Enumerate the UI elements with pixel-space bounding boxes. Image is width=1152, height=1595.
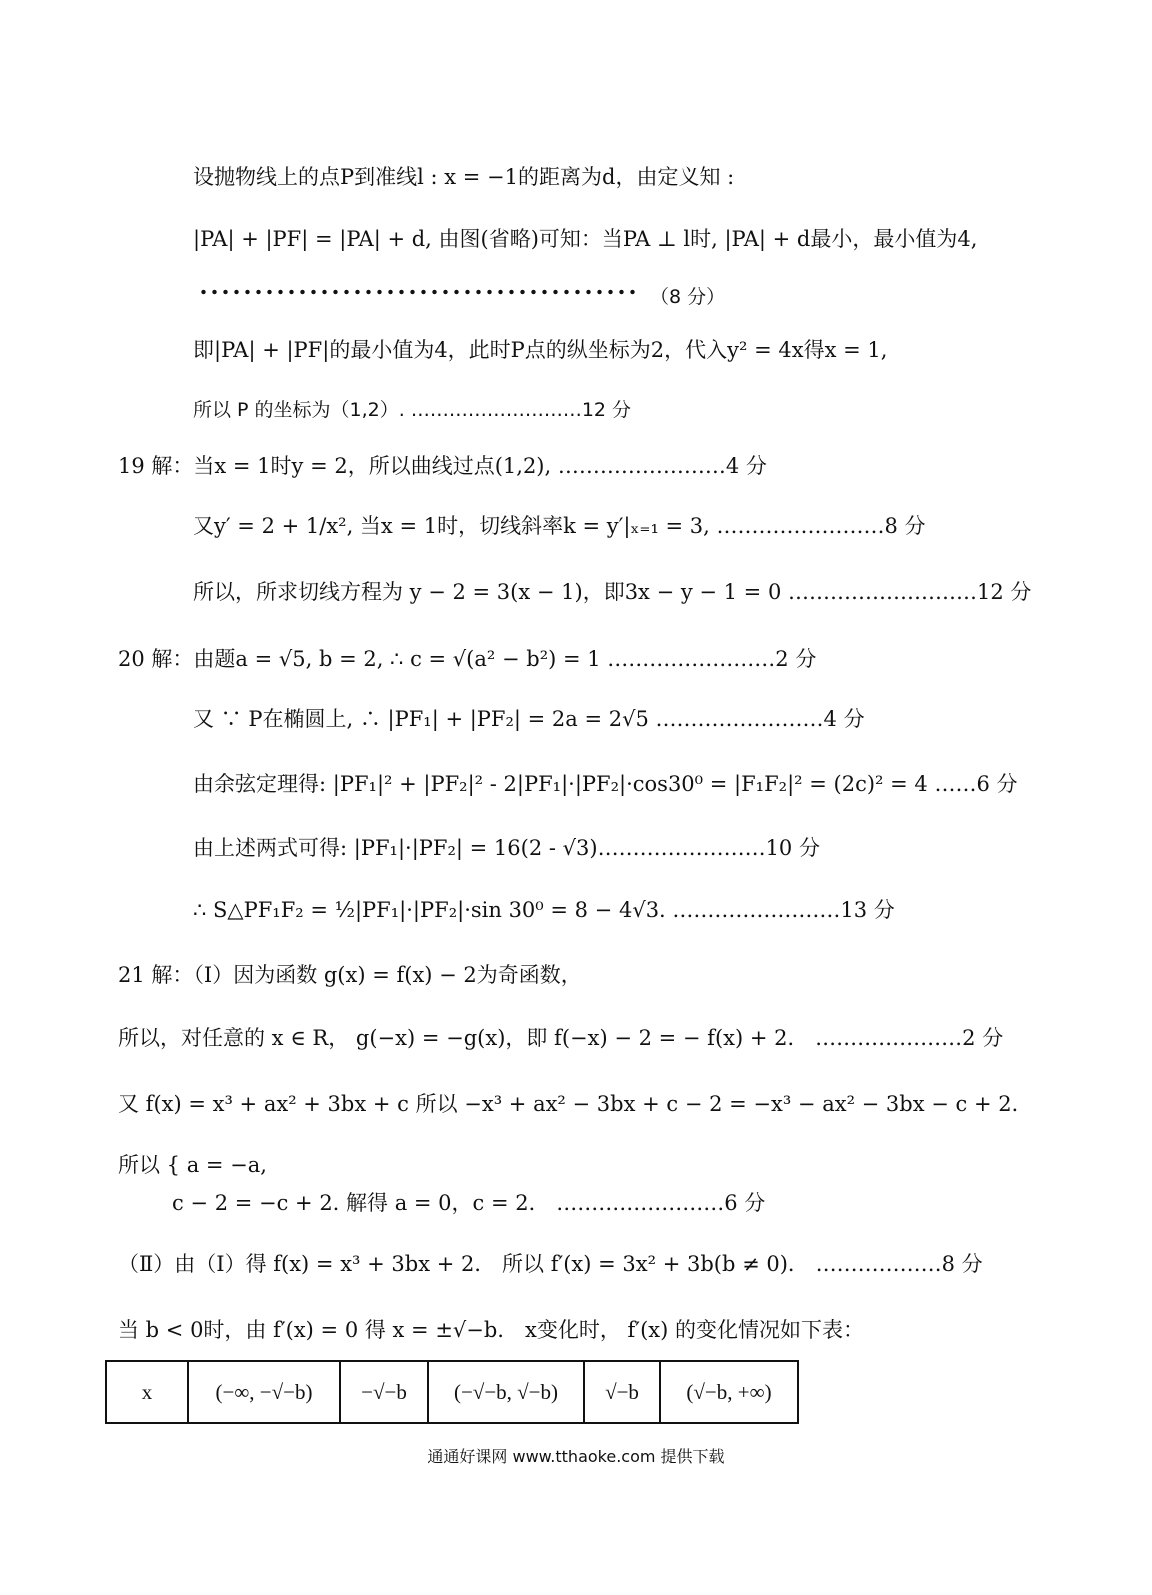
line-q21-system-a: 所以 { a = −a, <box>118 1153 267 1177</box>
line-q19-point: 19 解：当x = 1时y = 2，所以曲线过点(1,2), ……………………4 分 <box>118 454 767 478</box>
table-cell: −√−b <box>340 1361 428 1423</box>
table-cell: (−∞, −√−b) <box>188 1361 340 1423</box>
line-q21-derivative: （Ⅱ）由（Ⅰ）得 f(x) = x³ + 3bx + 2． 所以 f′(x) = 3x² + 3b(b ≠ 0)． ………………8 分 <box>118 1252 983 1276</box>
table-row <box>106 1361 798 1423</box>
dot-leader <box>198 288 638 296</box>
line-q21-expand: 又 f(x) = x³ + ax² + 3bx + c 所以 −x³ + ax² − 3bx + c − 2 = −x³ − ax² − 3bx − c + 2． <box>118 1092 1033 1116</box>
table-cell: (−√−b, √−b) <box>428 1361 584 1423</box>
variation-table <box>105 1360 799 1424</box>
score-8: （8 分） <box>650 286 726 308</box>
line-q20-product: 由上述两式可得: |PF₁|·|PF₂| = 16(2 - √3)……………………10 分 <box>193 836 820 860</box>
line-q19-slope: 又y′ = 2 + 1/x², 当x = 1时，切线斜率k = y′|ₓ₌₁ = 3, ……………………8 分 <box>193 514 926 538</box>
line-p-coordinates: 所以 P 的坐标为（1,2）. ………………………12 分 <box>193 399 632 421</box>
line-q21-any-x: 所以，对任意的 x ∈ R， g(−x) = −g(x)，即 f(−x) − 2 = − f(x) + 2． …………………2 分 <box>118 1026 1004 1050</box>
line-q20-c: 20 解：由题a = √5, b = 2, ∴ c = √(a² − b²) = 1 ……………………2 分 <box>118 647 817 671</box>
line-q19-tangent: 所以，所求切线方程为 y − 2 = 3(x − 1)，即3x − y − 1 = 0 ………………………12 分 <box>193 580 1032 604</box>
footer-credit: 通通好课网 www.tthaoke.com 提供下载 <box>427 1447 725 1466</box>
line-q21-case: 当 b < 0时，由 f′(x) = 0 得 x = ±√−b． x变化时， f′(x) 的变化情况如下表： <box>118 1318 864 1342</box>
table-cell: x <box>106 1361 188 1423</box>
line-min-sum: 即|PA| + |PF|的最小值为4，此时P点的纵坐标为2，代入y² = 4x得x = 1, <box>193 338 888 362</box>
table-cell: √−b <box>584 1361 660 1423</box>
line-min-value: |PA| + |PF| = |PA| + d, 由图(省略)可知：当PA ⊥ l时, |PA| + d最小，最小值为4, <box>193 227 978 251</box>
table-cell: (√−b, +∞) <box>660 1361 798 1423</box>
line-q20-cosine: 由余弦定理得: |PF₁|² + |PF₂|² - 2|PF₁|·|PF₂|·cos30⁰ = |F₁F₂|² = (2c)² = 4 ……6 分 <box>193 772 1018 796</box>
line-parabola-definition: 设抛物线上的点P到准线l : x = −1的距离为d，由定义知 : <box>193 165 735 189</box>
line-q21-odd: 21 解：（Ⅰ）因为函数 g(x) = f(x) − 2为奇函数， <box>118 963 582 987</box>
line-q20-ellipse: 又 ∵ P在椭圆上, ∴ |PF₁| + |PF₂| = 2a = 2√5 ……………………4 分 <box>193 707 865 731</box>
line-q21-system-c: c − 2 = −c + 2. 解得 a = 0，c = 2． ……………………6 分 <box>172 1191 766 1215</box>
line-q20-area: ∴ S△PF₁F₂ = ½|PF₁|·|PF₂|·sin 30⁰ = 8 − 4√3. ……………………13 分 <box>193 898 895 922</box>
